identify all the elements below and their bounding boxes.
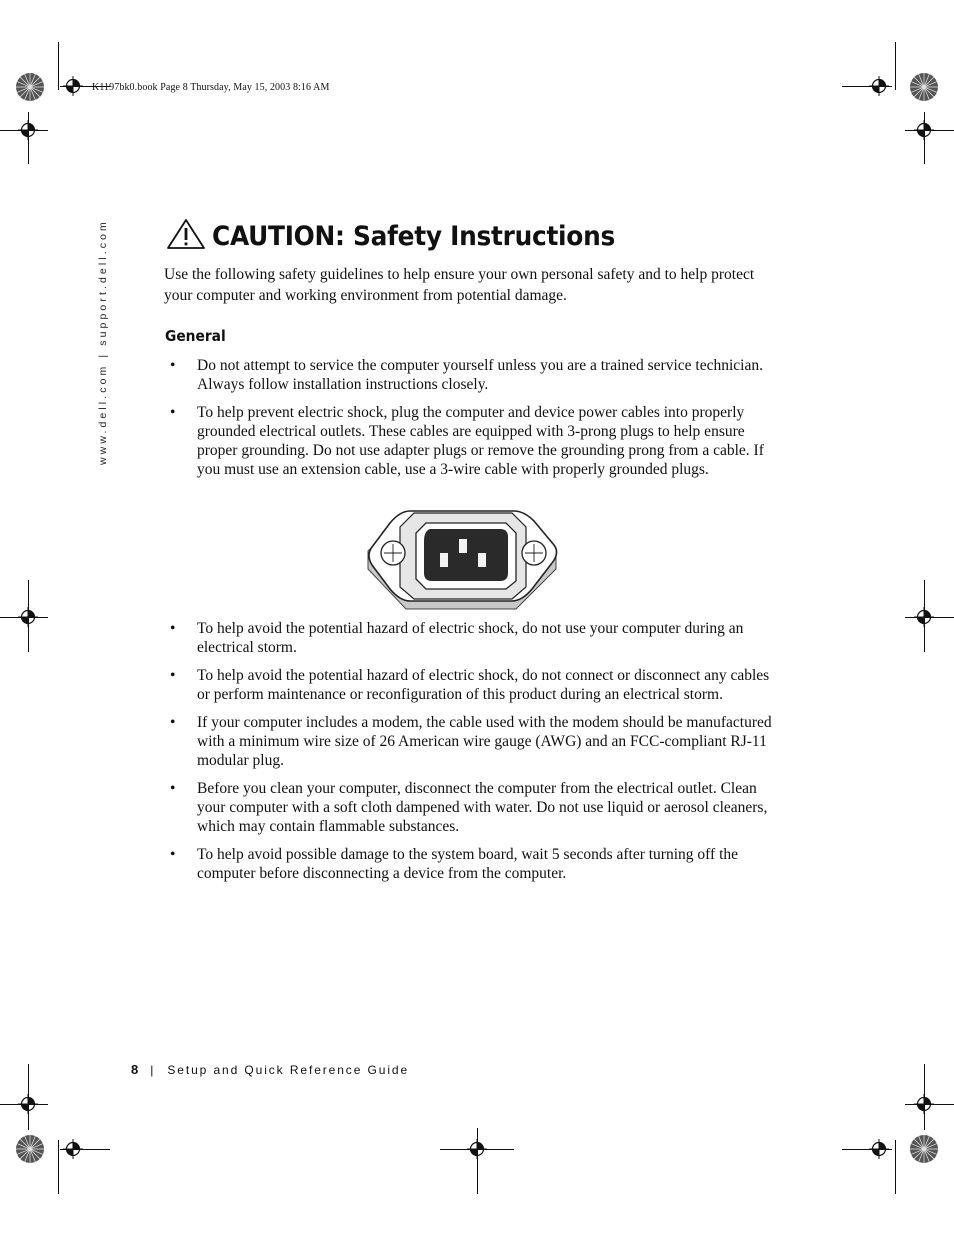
crop-line (924, 1064, 925, 1130)
list-item-text: To help avoid possible damage to the system board, wait 5 seconds after turning off the computer before disconnecting a device from the computer. (197, 846, 739, 882)
guide-title: Setup and Quick Reference Guide (167, 1063, 410, 1077)
list-item-text: Do not attempt to service the computer yourself unless you are a trained service technician. Always follow installation instructions closely. (197, 357, 763, 393)
intro-paragraph: Use the following safety guidelines to help ensure your own personal safety and to help protect your computer and working environment from potential damage. (164, 266, 755, 304)
crop-line (0, 130, 48, 131)
crop-line (28, 112, 29, 164)
bullet-icon: • (170, 714, 176, 731)
color-bar-mark-top-right (909, 72, 939, 102)
page-title: CAUTION: Safety Instructions (212, 221, 616, 252)
crop-line (905, 1104, 954, 1105)
crop-line (924, 112, 925, 164)
crop-line (905, 617, 954, 618)
color-bar-mark-bottom-left (15, 1134, 45, 1164)
list-item (170, 779, 780, 836)
list-item-text: To help prevent electric shock, plug the computer and device power cables into properly grounded electrical outlets. These cables are equipped with 3-prong plugs to help ensure proper grounding. Do not use adapter plugs or remove the grounding prong from a cable. If you must use an extension cable, use a 3-wire cable with properly grounded plugs. (197, 404, 764, 478)
list-item (170, 713, 780, 770)
crop-line (842, 86, 892, 87)
crop-line (905, 130, 954, 131)
section-heading: General (165, 327, 226, 345)
crop-line (842, 1149, 892, 1150)
list-item-text: If your computer includes a modem, the cable used with the modem should be manufactured with a minimum wire size of 26 American wire gauge (AWG) and an FCC-compliant RJ-11 modular plug. (197, 714, 772, 769)
crop-line (895, 1140, 896, 1194)
bullet-icon: • (170, 357, 176, 374)
page-number: 8 (131, 1062, 139, 1077)
color-bar-mark-top-left (15, 72, 45, 102)
crop-line (924, 580, 925, 652)
crop-line (58, 1140, 59, 1194)
crop-line (477, 1128, 478, 1194)
list-item (170, 356, 780, 394)
caution-icon (166, 218, 206, 250)
list-item (170, 845, 780, 883)
bullet-icon: • (170, 667, 176, 684)
crop-line (60, 1149, 110, 1150)
title-block (166, 218, 650, 250)
side-url: www.dell.com | support.dell.com (97, 219, 109, 465)
bullet-list-2 (170, 619, 780, 892)
bullet-icon: • (170, 780, 176, 797)
crop-line (58, 42, 59, 90)
page-footer (131, 1062, 409, 1077)
crop-line (28, 1064, 29, 1130)
bullet-list-1 (170, 356, 780, 488)
bullet-icon: • (170, 620, 176, 637)
crop-line (895, 42, 896, 90)
list-item (170, 619, 780, 657)
color-bar-mark-bottom-right (909, 1134, 939, 1164)
crop-line (0, 1104, 48, 1105)
list-item-text: Before you clean your computer, disconnect the computer from the electrical outlet. Clean your computer with a soft cloth dampened with water. Do not use liquid or aerosol cleaners, which may contain flammable substances. (197, 780, 768, 835)
crop-line (0, 617, 48, 618)
file-header: K1197bk0.book Page 8 Thursday, May 15, 2003 8:16 AM (92, 82, 330, 93)
footer-separator: | (150, 1063, 154, 1077)
list-item (170, 403, 780, 479)
bullet-icon: • (170, 404, 176, 421)
list-item-text: To help avoid the potential hazard of electric shock, do not use your computer during an electrical storm. (197, 620, 744, 656)
list-item (170, 666, 780, 704)
grounded-power-receptacle-icon (366, 509, 560, 613)
crop-line (28, 580, 29, 652)
bullet-icon: • (170, 846, 176, 863)
list-item-text: To help avoid the potential hazard of electric shock, do not connect or disconnect any cables or perform maintenance or reconfiguration of this product during an electrical storm. (197, 667, 770, 703)
